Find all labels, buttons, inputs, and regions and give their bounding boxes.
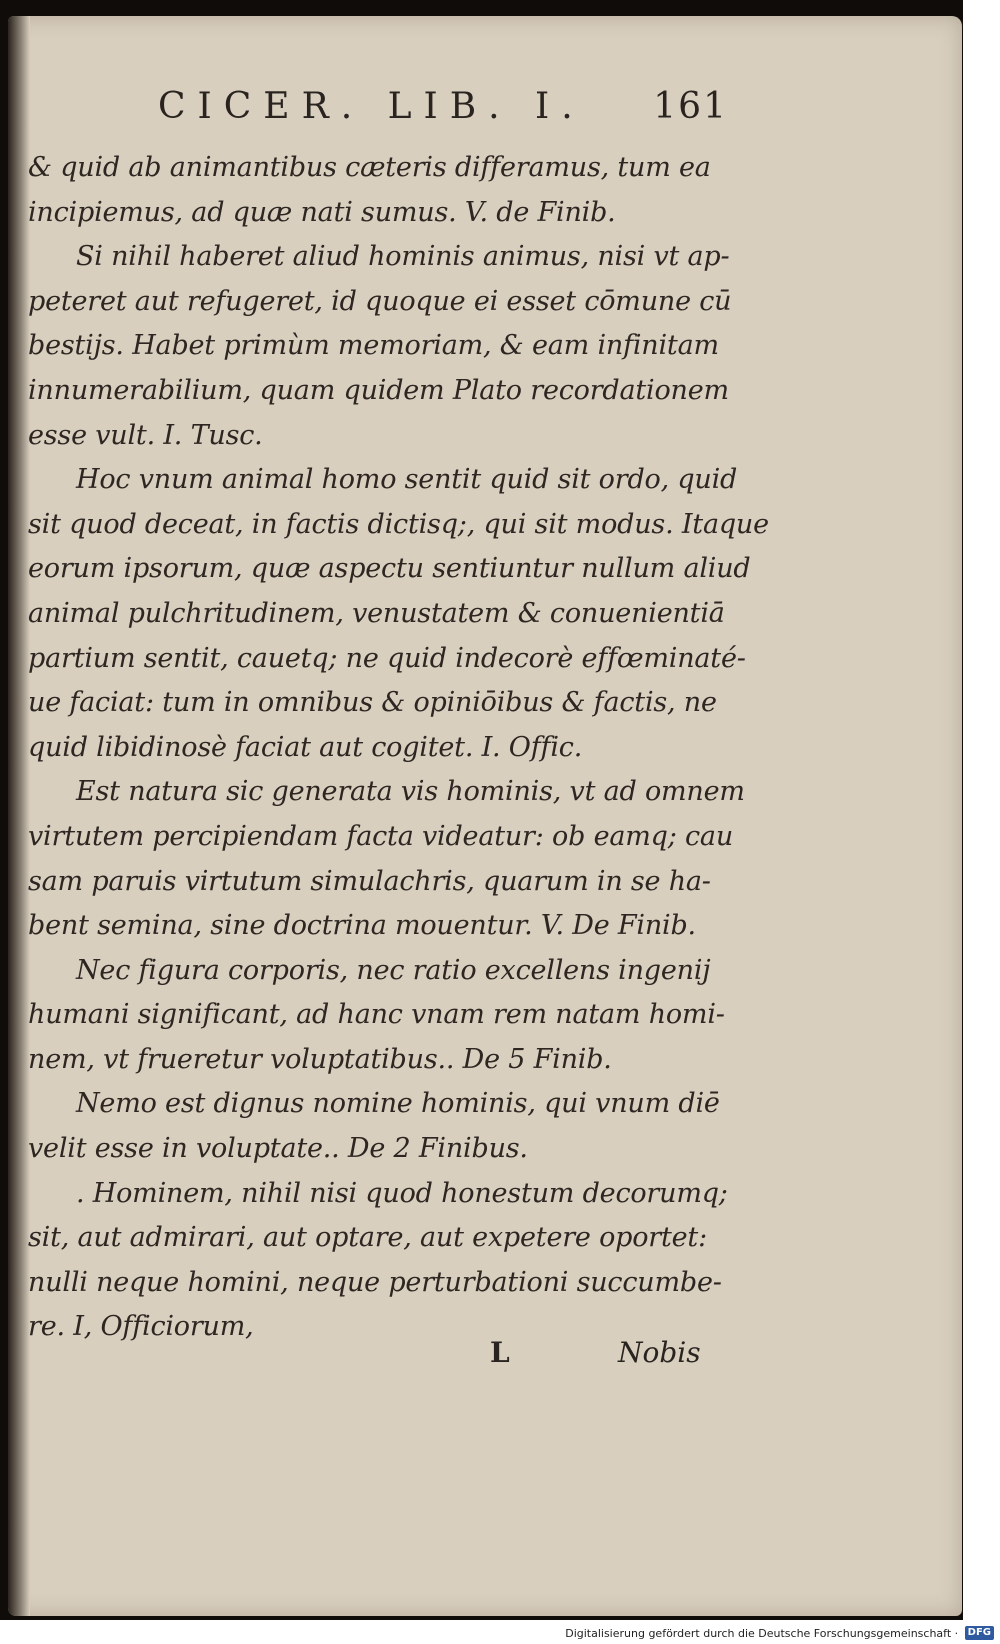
- text-line: esse vult. I. Tusc.: [28, 419, 263, 451]
- text-line: Nec figura corporis, nec ratio excellens ingenij: [76, 954, 711, 986]
- funding-credit: Digitalisierung gefördert durch die Deutsche Forschungsgemeinschaft · DFG: [565, 1624, 994, 1642]
- text-line: eorum ipsorum, quæ aspectu sentiuntur nullum aliud: [28, 553, 751, 585]
- signature-mark: L: [490, 1336, 510, 1369]
- text-line: animal pulchritudinem, venustatem & conuenientiā: [28, 597, 725, 629]
- text-line: bestijs. Habet primùm memoriam, & eam infinitam: [28, 330, 719, 362]
- text-line: . Hominem, nihil nisi quod honestum decorumq;: [76, 1177, 728, 1209]
- text-line: Hoc vnum animal homo sentit quid sit ordo, quid: [76, 464, 738, 496]
- dfg-logo-icon: DFG: [965, 1626, 994, 1640]
- text-line: partium sentit, cauetq; ne quid indecorè effœminaté-: [28, 642, 746, 674]
- text-line: virtutem percipiendam facta videatur: ob eamq; cau: [28, 820, 734, 852]
- body-text: [28, 146, 769, 1350]
- text-line: quid libidinosè faciat aut cogitet. I. Offic.: [28, 731, 583, 763]
- text-line: sit quod deceat, in factis dictisq;, qui sit modus. Itaque: [28, 508, 769, 540]
- text-line: bent semina, sine doctrina mouentur. V. De Finib.: [28, 910, 696, 942]
- page-gutter: [8, 16, 30, 1616]
- text-line: innumerabilium, quam quidem Plato recordationem: [28, 374, 729, 406]
- text-line: nem, vt frueretur voluptatibus.. De 5 Finib.: [28, 1043, 612, 1075]
- text-line: peteret aut refugeret, id quoque ei esset cōmune cū: [28, 285, 732, 317]
- text-line: humani significant, ad hanc vnam rem natam homi-: [28, 999, 725, 1031]
- text-line: Si nihil haberet aliud hominis animus, nisi vt ap-: [76, 241, 730, 273]
- text-line: & quid ab animantibus cæteris differamus, tum ea: [28, 152, 711, 183]
- book-page: [8, 16, 962, 1616]
- catchword: Nobis: [618, 1336, 701, 1369]
- text-line: Est natura sic generata vis hominis, vt ad omnem: [76, 776, 745, 808]
- funding-text: Digitalisierung gefördert durch die Deutsche Forschungsgemeinschaft: [565, 1626, 952, 1640]
- running-head: [158, 86, 728, 136]
- text-line: incipiemus, ad quæ nati sumus. V. de Finib.: [28, 196, 616, 228]
- page-number: 161: [653, 86, 728, 127]
- text-line: re. I, Officiorum,: [28, 1311, 254, 1343]
- text-line: velit esse in voluptate.. De 2 Finibus.: [28, 1133, 528, 1165]
- text-line: sam paruis virtutum simulachris, quarum in se ha-: [28, 865, 711, 897]
- text-line: Nemo est dignus nomine hominis, qui vnum diē: [76, 1088, 720, 1120]
- page-footer: [28, 1336, 728, 1386]
- text-line: ue faciat: tum in omnibus & opiniōibus & factis, ne: [28, 687, 717, 719]
- text-line: sit, aut admirari, aut optare, aut expetere oportet:: [28, 1222, 707, 1254]
- running-title: CICER. LIB. I.: [158, 86, 585, 127]
- text-line: nulli neque homini, neque perturbationi succumbe-: [28, 1266, 722, 1298]
